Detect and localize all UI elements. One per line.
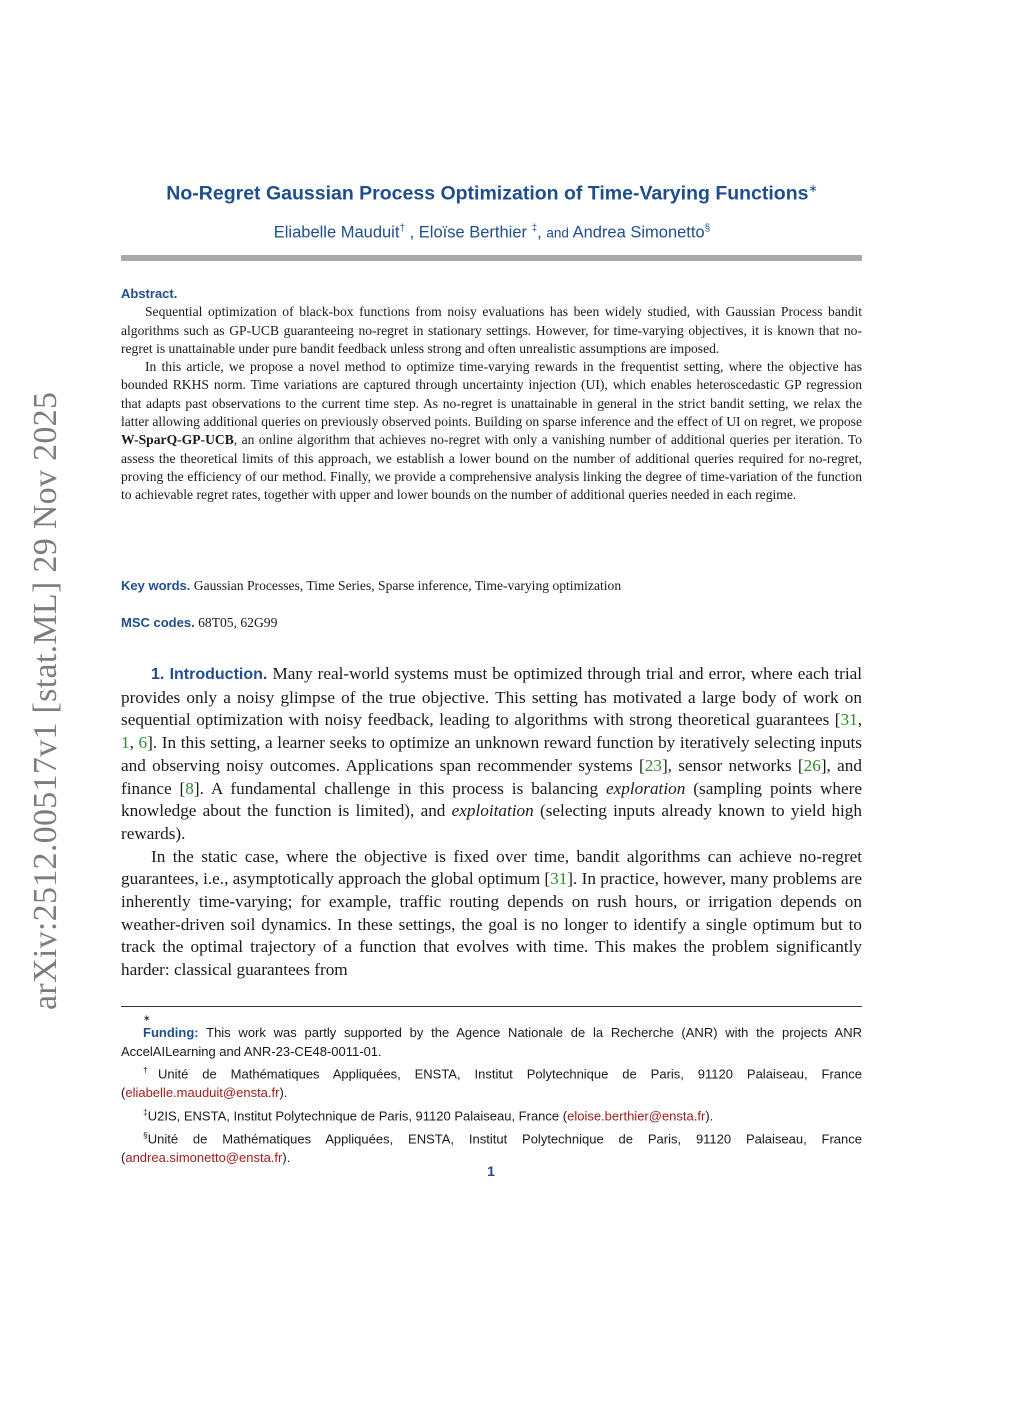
paper-title bbox=[0, 182, 984, 206]
footnote-text: ). bbox=[705, 1108, 714, 1124]
intro-text: ]. In practice, however, many problems are inherently time-varying; for example, traffic routing depends on rush hours, or irrigation depends on weather-driven soil dynamics. In these settings, the goal is no longer to identify a single optimum but to track the optimal trajectory of a function that evolves with time. This makes the problem significantly harder: classical guarantees from bbox=[121, 869, 862, 980]
abstract-paragraph bbox=[121, 358, 862, 504]
section-heading: 1. Introduction. bbox=[151, 666, 268, 683]
keywords bbox=[121, 578, 862, 594]
citation-link[interactable]: 26 bbox=[803, 755, 821, 775]
intro-paragraph bbox=[121, 846, 862, 982]
intro-text: In the static case, where the objective is fixed over time, bandit algorithms can achieve no-regret guarantees, i.e., asymptotically approach the global optimum [ bbox=[121, 846, 862, 889]
footnote-text: ). bbox=[282, 1149, 291, 1165]
footnote-affiliation bbox=[121, 1103, 862, 1126]
intro-text: ], and finance [ bbox=[121, 755, 862, 798]
author-footnote-mark: † bbox=[399, 223, 405, 234]
abstract-text: In this article, we propose a novel method to optimize time-varying rewards in the frequentist setting, where the objective has bounded RKHS norm. Time variations are captured through uncertainty injection (UI), which enables heteroscedastic GP regression that adapts past observations to the current time step. As no-regret is unattainable in general in the strict bandit setting, we relax the latter allowing additional queries on previously observed points. Building on sparse inference and the effect of UI on regret, we propose bbox=[121, 359, 862, 430]
author-separator: , bbox=[409, 223, 415, 242]
page-number: 1 bbox=[487, 1163, 495, 1179]
abstract bbox=[121, 285, 862, 505]
email-link[interactable]: eliabelle.mauduit@ensta.fr bbox=[125, 1085, 280, 1101]
footnote-mark: ‡ bbox=[143, 1106, 148, 1117]
citation-link[interactable]: 31 bbox=[840, 710, 858, 730]
author-name: Eloïse Berthier bbox=[418, 223, 527, 242]
footnote-mark: ∗ bbox=[143, 1013, 151, 1023]
msc-text: 68T05, 62G99 bbox=[198, 615, 278, 630]
intro-paragraph bbox=[121, 663, 862, 846]
citation-link[interactable]: 23 bbox=[644, 755, 662, 775]
footnote-text: U2IS, ENSTA, Institut Polytechnique de Paris, 91120 Palaiseau, France ( bbox=[147, 1108, 568, 1124]
citation-link[interactable]: 8 bbox=[185, 778, 194, 798]
msc-label: MSC codes. bbox=[121, 615, 195, 630]
msc-codes bbox=[121, 615, 862, 631]
arxiv-identifier: arXiv:2512.00517v1 [stat.ML] 29 Nov 2025 bbox=[27, 391, 64, 1010]
title-text: No-Regret Gaussian Process Optimization of Time-Varying Functions bbox=[166, 182, 809, 205]
intro-text: (sampling points where knowledge about the function is limited), and bbox=[121, 778, 862, 821]
author-footnote-mark: ‡ bbox=[531, 223, 538, 234]
intro-text: Many real-world systems must be optimized through trial and error, where each trial provides only a noisy glimpse of the true objective. This setting has motivated a large body of work on sequential optimization with noisy feedback, leading to algorithms with strong theoretical guarantees [ bbox=[121, 664, 863, 730]
author-name: Eliabelle Mauduit bbox=[273, 223, 400, 242]
introduction-section bbox=[121, 663, 862, 982]
footnote-text: Unité de Mathématiques Appliquées, ENSTA, Institut Polytechnique de Paris, 91120 Palaiseau, France ( bbox=[121, 1066, 862, 1101]
citation-link[interactable]: 1 bbox=[121, 733, 130, 753]
intro-text: ], sensor networks [ bbox=[661, 755, 804, 775]
emphasis-text: exploitation bbox=[451, 801, 534, 821]
footnotes bbox=[121, 1012, 862, 1167]
author-conjunction: and bbox=[546, 225, 569, 241]
keywords-label: Key words. bbox=[121, 578, 191, 593]
footnote-affiliation bbox=[121, 1126, 862, 1168]
intro-text: ]. In this setting, a learner seeks to optimize an unknown reward function by iteratively selecting inputs and observing noisy outcomes. Applications span recommender systems [ bbox=[121, 733, 862, 775]
funding-label: Funding: bbox=[143, 1025, 199, 1040]
keywords-text: Gaussian Processes, Time Series, Sparse inference, Time-varying optimization bbox=[193, 578, 622, 593]
method-name: W-SparQ-GP-UCB bbox=[121, 432, 234, 448]
email-link[interactable]: eloise.berthier@ensta.fr bbox=[567, 1108, 706, 1124]
author-name: Andrea Simonetto bbox=[572, 223, 705, 242]
author-list bbox=[0, 223, 984, 243]
footnote-text: This work was partly supported by the Agence Nationale de la Recherche (ANR) with the projects ANR AccelAILearning and ANR-23-CE48-0011-01. bbox=[121, 1025, 862, 1059]
intro-text: , bbox=[129, 733, 139, 753]
footnote-affiliation bbox=[121, 1061, 862, 1103]
author-separator: , bbox=[537, 223, 542, 242]
citation-link[interactable]: 31 bbox=[550, 869, 568, 889]
footnote-text: Unité de Mathématiques Appliquées, ENSTA, Institut Polytechnique de Paris, 91120 Palaiseau, France ( bbox=[121, 1130, 862, 1165]
citation-link[interactable]: 6 bbox=[138, 733, 148, 753]
intro-text: , bbox=[857, 710, 862, 730]
footnote-text: ). bbox=[279, 1085, 288, 1101]
footnote-mark: § bbox=[143, 1129, 148, 1140]
emphasis-text: exploration bbox=[606, 778, 686, 798]
email-link[interactable]: andrea.simonetto@ensta.fr bbox=[125, 1149, 283, 1165]
abstract-text: , an online algorithm that achieves no-regret with only a vanishing number of additional queries per iteration. To assess the theoretical limits of this approach, we establish a lower bound on the number of additional queries required for no-regret, proving the efficiency of our method. Finally, we provide a comprehensive analysis linking the degree of time-variation of the function to achievable regret rates, together with upper and lower bounds on the number of additional queries needed in each regime. bbox=[121, 432, 862, 503]
footnote-rule bbox=[121, 1006, 862, 1007]
header-rule bbox=[121, 255, 862, 261]
footnote-funding bbox=[121, 1024, 862, 1061]
intro-text: ]. A fundamental challenge in this process is balancing bbox=[193, 778, 607, 798]
intro-text: (selecting inputs already known to yield high rewards). bbox=[121, 801, 862, 843]
author-footnote-mark: § bbox=[704, 223, 711, 234]
footnote-mark: † bbox=[143, 1065, 159, 1076]
abstract-paragraph: Sequential optimization of black-box functions from noisy evaluations has been widely studied, with Gaussian Process bandit algorithms such as GP-UCB guaranteeing no-regret in stationary settings. However, for time-varying objectives, it is known that no-regret is unattainable under pure bandit feedback unless strong and often unrealistic assumptions are imposed. bbox=[121, 304, 862, 356]
title-footnote-mark: ∗ bbox=[808, 183, 818, 195]
abstract-label: Abstract. bbox=[121, 286, 178, 301]
